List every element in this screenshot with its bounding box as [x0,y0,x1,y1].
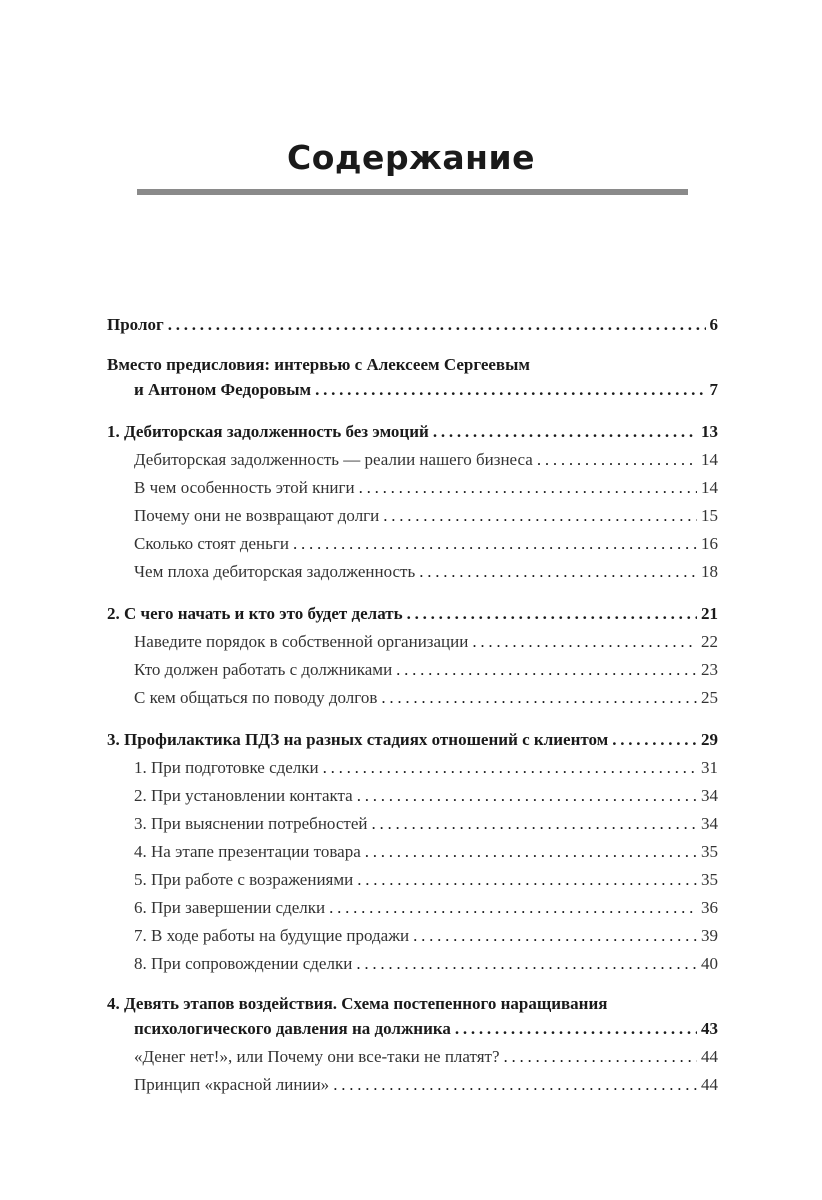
dot-leader [333,1071,697,1099]
toc-subentry[interactable] [107,684,718,712]
title-divider [137,189,688,195]
entry-title: 4. На этапе презентации товара [134,842,361,861]
entry-title: 5. При работе с возражениями [134,870,354,889]
page-number: 34 [701,814,718,833]
toc-subentry[interactable] [107,950,718,978]
toc-chapter-entry[interactable] [107,376,718,404]
dot-leader [504,1043,697,1071]
page-number: 35 [701,870,718,889]
dot-leader [419,558,697,586]
entry-title-line1[interactable]: Вместо предисловия: интервью с Алексеем Сергеевым [107,355,530,374]
page-number: 21 [701,604,718,623]
entry-title: Принцип «красной линии» [134,1075,330,1094]
table-of-contents [107,311,718,1113]
toc-section [107,353,718,404]
dot-leader [323,754,697,782]
dot-leader [383,502,697,530]
page-number: 13 [701,422,718,441]
dot-leader [365,838,697,866]
dot-leader [371,810,697,838]
page-number: 16 [701,534,718,553]
entry-title: 3. При выяснении потребностей [134,814,368,833]
toc-subentry[interactable] [107,446,718,474]
page-number: 29 [701,730,718,749]
entry-title: Почему они не возвращают долги [134,506,380,525]
toc-subentry[interactable] [107,502,718,530]
page-number: 22 [701,632,718,651]
toc-subentry[interactable] [107,782,718,810]
toc-section [107,992,718,1099]
toc-subentry[interactable] [107,1071,718,1099]
toc-subentry[interactable] [107,894,718,922]
toc-chapter-entry[interactable] [107,600,718,628]
dot-leader [357,866,697,894]
page-number: 35 [701,842,718,861]
page-number: 25 [701,688,718,707]
toc-subentry[interactable] [107,628,718,656]
toc-subentry[interactable] [107,866,718,894]
entry-title: Кто должен работать с должниками [134,660,393,679]
dot-leader [356,950,697,978]
entry-title: Пролог [107,315,164,334]
page-number: 36 [701,898,718,917]
page-number: 40 [701,954,718,973]
dot-leader [168,311,706,339]
toc-subentry[interactable] [107,838,718,866]
toc-subentry[interactable] [107,1043,718,1071]
page-number: 31 [701,758,718,777]
page-number: 6 [709,315,718,334]
entry-title: 8. При сопровождении сделки [134,954,353,973]
dot-leader [357,782,697,810]
entry-title: 2. С чего начать и кто это будет делать [107,604,403,623]
page-number: 43 [701,1019,718,1038]
dot-leader [413,922,697,950]
entry-title: 1. Дебиторская задолженность без эмоций [107,422,429,441]
toc-subentry[interactable] [107,922,718,950]
toc-subentry[interactable] [107,530,718,558]
entry-title: Сколько стоят деньги [134,534,289,553]
entry-title: Дебиторская задолженность — реалии нашего бизнеса [134,450,533,469]
page-number: 34 [701,786,718,805]
dot-leader [407,600,697,628]
toc-subentry[interactable] [107,558,718,586]
toc-section [107,418,718,586]
entry-title: 1. При подготовке сделки [134,758,319,777]
toc-section [107,311,718,339]
dot-leader [381,684,697,712]
page-number: 15 [701,506,718,525]
toc-chapter-entry[interactable] [107,418,718,446]
entry-title: психологического давления на должника [134,1019,451,1038]
dot-leader [537,446,697,474]
entry-title: В чем особенность этой книги [134,478,355,497]
page-number: 39 [701,926,718,945]
toc-chapter-entry[interactable] [107,311,718,339]
page-number: 14 [701,450,718,469]
page-number: 14 [701,478,718,497]
entry-title: 3. Профилактика ПДЗ на разных стадиях отношений с клиентом [107,730,609,749]
page-title: Содержание [287,138,535,177]
dot-leader [472,628,697,656]
page-number: 23 [701,660,718,679]
dot-leader [396,656,697,684]
entry-title: Наведите порядок в собственной организации [134,632,469,651]
entry-title: Чем плоха дебиторская задолженность [134,562,416,581]
dot-leader [359,474,697,502]
dot-leader [329,894,697,922]
toc-chapter-entry[interactable] [107,726,718,754]
dot-leader [612,726,697,754]
entry-title: 7. В ходе работы на будущие продажи [134,926,410,945]
entry-title: «Денег нет!», или Почему они все-таки не платят? [134,1047,500,1066]
toc-subentry[interactable] [107,474,718,502]
toc-subentry[interactable] [107,656,718,684]
toc-section [107,600,718,712]
page-number: 7 [709,380,718,399]
page-number: 44 [701,1075,718,1094]
toc-subentry[interactable] [107,754,718,782]
entry-title: и Антоном Федоровым [134,380,312,399]
entry-title: 6. При завершении сделки [134,898,326,917]
page-number: 18 [701,562,718,581]
entry-title: 2. При установлении контакта [134,786,353,805]
toc-chapter-entry[interactable] [107,1015,718,1043]
entry-title: С кем общаться по поводу долгов [134,688,378,707]
toc-section [107,726,718,978]
dot-leader [315,376,705,404]
entry-title-line1[interactable]: 4. Девять этапов воздействия. Схема постепенного наращивания [107,994,608,1013]
toc-subentry[interactable] [107,810,718,838]
dot-leader [293,530,697,558]
dot-leader [433,418,697,446]
dot-leader [455,1015,697,1043]
page-number: 44 [701,1047,718,1066]
